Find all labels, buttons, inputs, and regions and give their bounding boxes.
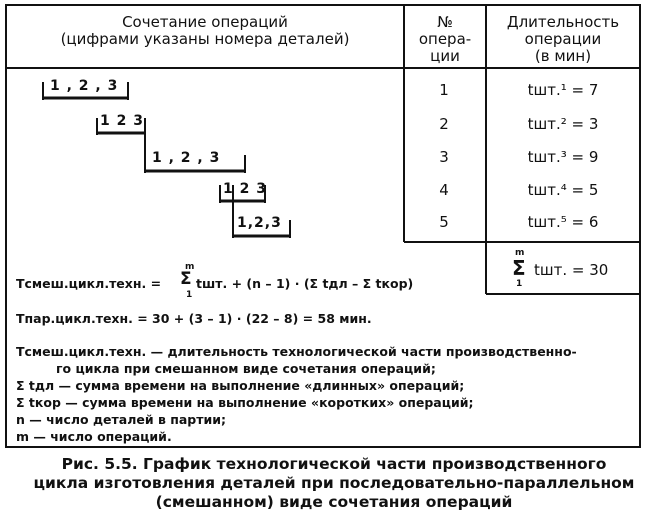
op-number-5: 5 [439,213,449,231]
legend-line-5: n — число деталей в партии; [16,412,226,427]
sum-text: tшт. = 30 [534,261,609,279]
caption-line-3: (смешанном) виде сочетания операций [155,493,513,511]
header-col3-line2: операции [524,30,602,48]
legend-line-1: Tсмеш.цикл.техн. — длительность технологической части производственно- [16,344,577,359]
header-col2-line1: № [437,13,453,31]
op-duration-5: tшт.⁵ = 6 [527,213,599,231]
legend [16,343,636,445]
sum-lower-limit: 1 [516,279,523,289]
gantt-label-3: 1 , 2 , 3 [152,150,221,166]
header-col2 [404,14,486,65]
header-col3 [486,14,640,65]
formula-mixed-lower: 1 [186,290,193,300]
legend-line-4: Σ tкор — сумма времени на выполнение «коротких» операций; [16,395,474,410]
header-col3-line1: Длительность [506,13,620,31]
op-number-1: 1 [439,81,449,99]
caption-line-2: цикла изготовления деталей при последовательно-параллельном [33,474,635,492]
header-col2-line3: ции [430,47,460,65]
op-number-3: 3 [439,148,449,166]
op-number-2: 2 [439,115,449,133]
sum-sigma-icon: Σ [512,256,526,280]
sum-cell [510,248,630,292]
header-col1-title: Сочетание операций [122,13,288,31]
legend-line-6: m — число операций. [16,429,172,444]
gantt-label-1: 1 , 2 , 3 [50,78,119,94]
formula-mixed-sigma-icon: Σ [180,269,192,289]
op-duration-2: tшт.² = 3 [527,115,599,133]
gantt-label-5: 1,2,3 [237,215,282,231]
formula-mixed-left: Tсмеш.цикл.техн. = [16,276,162,291]
legend-line-2: го цикла при смешанном виде сочетания операций; [56,361,436,376]
header-col1 [6,14,404,48]
op-number-4: 4 [439,181,449,199]
gantt-label-4: 1 2 3 [223,181,267,197]
header-col2-line2: опера- [418,30,472,48]
op-duration-1: tшт.¹ = 7 [527,81,599,99]
op-duration-4: tшт.⁴ = 5 [527,181,599,199]
figure-caption [0,455,668,512]
op-duration-3: tшт.³ = 9 [527,148,599,166]
gantt-label-2: 1 2 3 [100,113,144,129]
header-col3-line3: (в мин) [534,47,592,65]
formula-mixed-upper: m [185,262,195,272]
formula-parallel: Tпар.цикл.техн. = 30 + (3 – 1) · (22 – 8) = 58 мин. [16,311,372,326]
caption-line-1: Рис. 5.5. График технологической части производственного [61,455,607,473]
formula-mixed-right: tшт. + (n – 1) · (Σ tдл – Σ tкор) [196,276,414,291]
legend-line-3: Σ tдл — сумма времени на выполнение «длинных» операций; [16,378,465,393]
sum-upper-limit: m [515,248,525,258]
header-col1-subtitle: (цифрами указаны номера деталей) [60,30,350,48]
